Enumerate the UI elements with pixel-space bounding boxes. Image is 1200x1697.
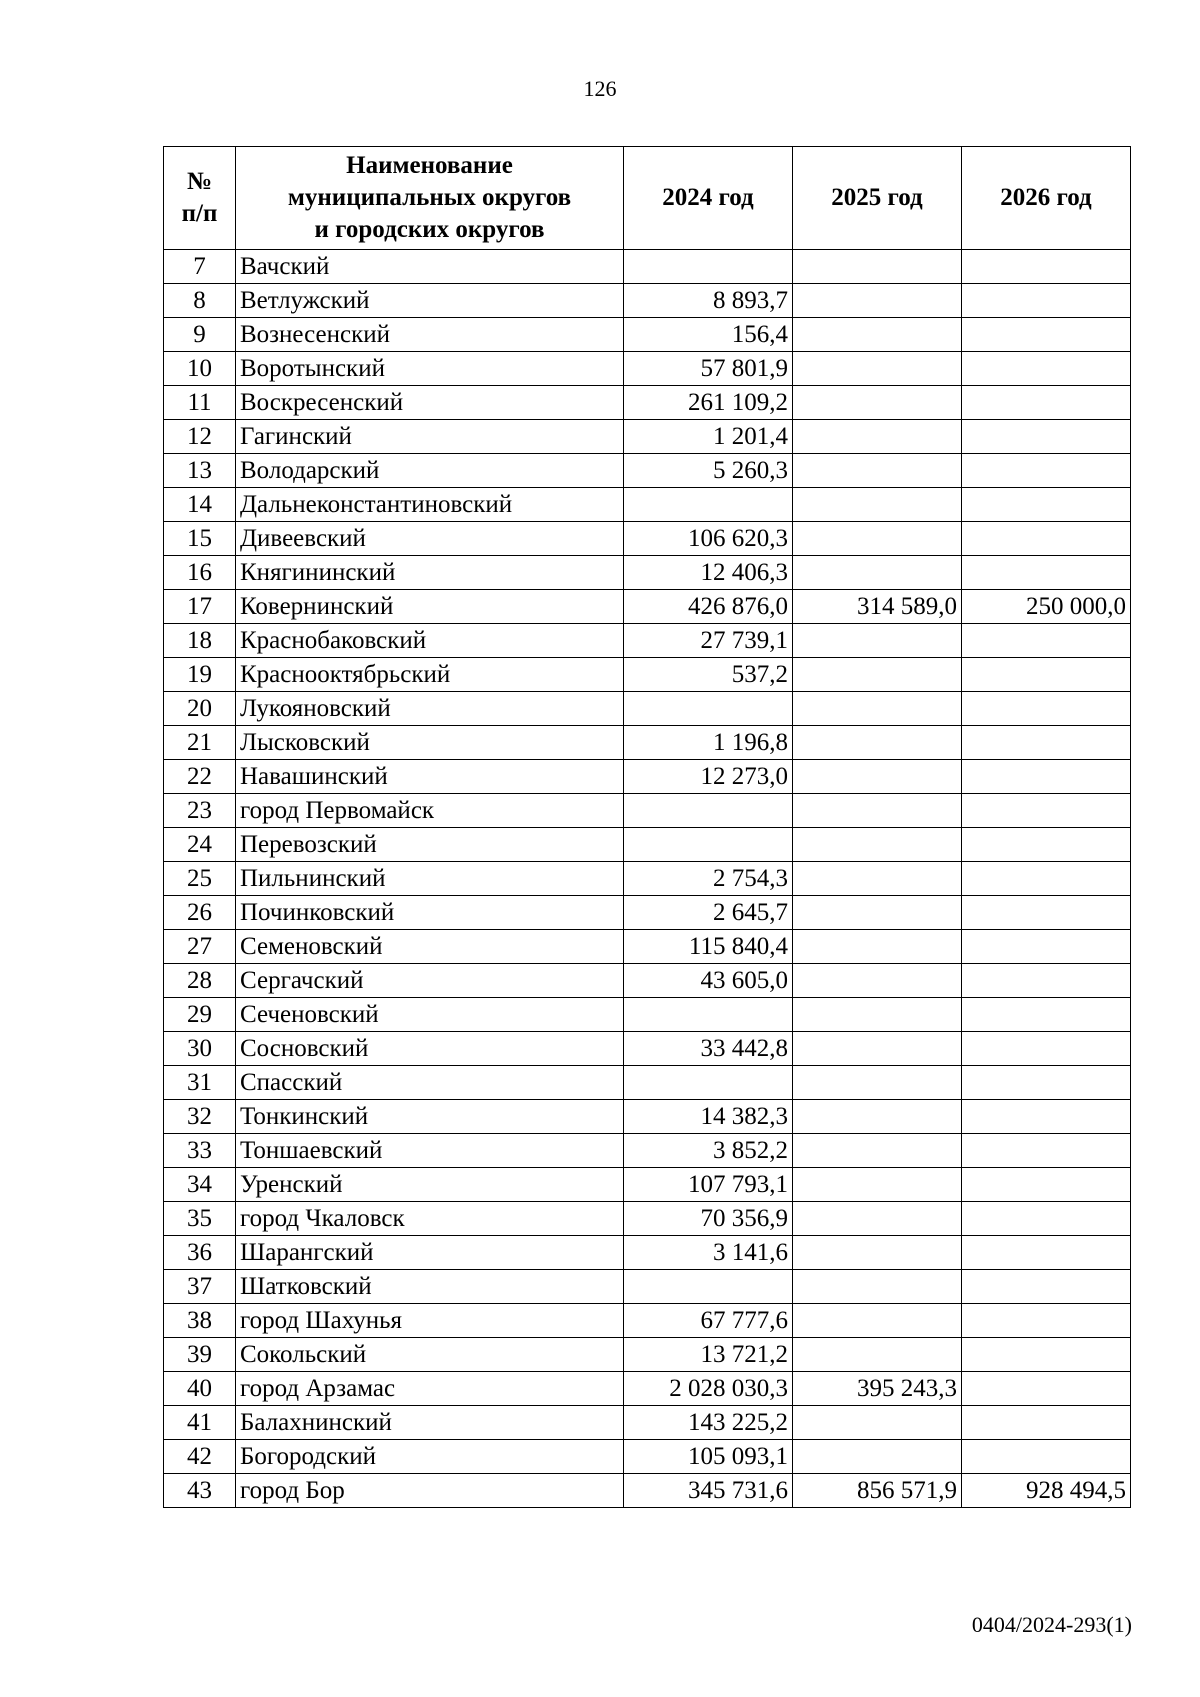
page-number: 126 [583, 76, 617, 101]
value-2024-cell: 106 620,3 [624, 522, 793, 556]
value-2026-cell: 250 000,0 [962, 590, 1131, 624]
value-2024-cell [624, 1066, 793, 1100]
value-2025-cell [793, 1406, 962, 1440]
value-2025-cell [793, 964, 962, 998]
value-2024-cell: 1 196,8 [624, 726, 793, 760]
row-number-cell: 32 [164, 1100, 236, 1134]
value-2026-cell [962, 998, 1131, 1032]
value-2024-cell: 27 739,1 [624, 624, 793, 658]
value-2025-cell [793, 930, 962, 964]
value-2026-cell [962, 1372, 1131, 1406]
value-2026-cell [962, 488, 1131, 522]
value-2024-cell: 105 093,1 [624, 1440, 793, 1474]
table-row [164, 420, 1131, 454]
value-2026-cell [962, 386, 1131, 420]
row-number-cell: 41 [164, 1406, 236, 1440]
value-2026-cell [962, 760, 1131, 794]
row-number-cell: 8 [164, 284, 236, 318]
district-name-cell: Вачский [236, 250, 624, 284]
district-name-cell: Воротынский [236, 352, 624, 386]
value-2024-cell: 537,2 [624, 658, 793, 692]
district-name-cell: Краснобаковский [236, 624, 624, 658]
row-number-cell: 7 [164, 250, 236, 284]
value-2026-cell [962, 454, 1131, 488]
value-2026-cell [962, 250, 1131, 284]
value-2026-cell [962, 1066, 1131, 1100]
value-2026-cell [962, 1440, 1131, 1474]
value-2025-cell [793, 828, 962, 862]
district-name-cell: Сеченовский [236, 998, 624, 1032]
value-2024-cell: 345 731,6 [624, 1474, 793, 1508]
value-2026-cell [962, 828, 1131, 862]
table-row [164, 1168, 1131, 1202]
value-2025-cell [793, 1338, 962, 1372]
district-name-cell: Тоншаевский [236, 1134, 624, 1168]
district-name-cell: Сокольский [236, 1338, 624, 1372]
table-row [164, 624, 1131, 658]
table-row [164, 964, 1131, 998]
table-row [164, 556, 1131, 590]
value-2025-cell [793, 488, 962, 522]
district-name-cell: Ковернинский [236, 590, 624, 624]
value-2024-cell [624, 1270, 793, 1304]
district-name-cell: город Чкаловск [236, 1202, 624, 1236]
value-2026-cell [962, 1236, 1131, 1270]
value-2025-cell [793, 794, 962, 828]
district-name-cell: Навашинский [236, 760, 624, 794]
value-2024-cell [624, 794, 793, 828]
district-name-cell: Шатковский [236, 1270, 624, 1304]
value-2026-cell [962, 420, 1131, 454]
value-2025-cell [793, 862, 962, 896]
row-number-cell: 43 [164, 1474, 236, 1508]
value-2024-cell: 14 382,3 [624, 1100, 793, 1134]
value-2025-cell [793, 318, 962, 352]
table-row [164, 318, 1131, 352]
value-2025-cell [793, 692, 962, 726]
value-2026-cell [962, 1134, 1131, 1168]
value-2025-cell [793, 760, 962, 794]
table-row [164, 658, 1131, 692]
row-number-cell: 21 [164, 726, 236, 760]
value-2026-cell [962, 318, 1131, 352]
district-name-cell: Уренский [236, 1168, 624, 1202]
value-2026-cell: 928 494,5 [962, 1474, 1131, 1508]
value-2024-cell: 70 356,9 [624, 1202, 793, 1236]
district-name-cell: Перевозский [236, 828, 624, 862]
value-2024-cell: 12 273,0 [624, 760, 793, 794]
value-2024-cell: 115 840,4 [624, 930, 793, 964]
district-name-cell: Дальнеконстантиновский [236, 488, 624, 522]
value-2025-cell [793, 1304, 962, 1338]
row-number-cell: 39 [164, 1338, 236, 1372]
value-2024-cell: 33 442,8 [624, 1032, 793, 1066]
header-year-2026: 2026 год [962, 147, 1131, 250]
row-number-cell: 12 [164, 420, 236, 454]
row-number-cell: 22 [164, 760, 236, 794]
table-row [164, 1372, 1131, 1406]
row-number-cell: 25 [164, 862, 236, 896]
value-2024-cell: 5 260,3 [624, 454, 793, 488]
table-row [164, 998, 1131, 1032]
header-year-2024: 2024 год [624, 147, 793, 250]
value-2024-cell: 13 721,2 [624, 1338, 793, 1372]
value-2025-cell [793, 1100, 962, 1134]
value-2025-cell [793, 624, 962, 658]
district-name-cell: город Бор [236, 1474, 624, 1508]
value-2025-cell [793, 556, 962, 590]
table-row [164, 692, 1131, 726]
row-number-cell: 24 [164, 828, 236, 862]
table-row [164, 1100, 1131, 1134]
value-2024-cell: 3 852,2 [624, 1134, 793, 1168]
value-2026-cell [962, 1304, 1131, 1338]
district-name-cell: Сосновский [236, 1032, 624, 1066]
value-2026-cell [962, 964, 1131, 998]
district-name-cell: Сергачский [236, 964, 624, 998]
district-name-cell: Балахнинский [236, 1406, 624, 1440]
value-2024-cell: 2 028 030,3 [624, 1372, 793, 1406]
row-number-cell: 20 [164, 692, 236, 726]
value-2026-cell [962, 794, 1131, 828]
value-2026-cell [962, 1168, 1131, 1202]
row-number-cell: 31 [164, 1066, 236, 1100]
value-2025-cell [793, 1168, 962, 1202]
table-row [164, 488, 1131, 522]
value-2026-cell [962, 1406, 1131, 1440]
district-name-cell: Вознесенский [236, 318, 624, 352]
value-2025-cell [793, 998, 962, 1032]
row-number-cell: 28 [164, 964, 236, 998]
table-row [164, 1304, 1131, 1338]
row-number-cell: 27 [164, 930, 236, 964]
table-row [164, 1338, 1131, 1372]
district-name-cell: город Первомайск [236, 794, 624, 828]
district-name-cell: город Арзамас [236, 1372, 624, 1406]
district-name-cell: Лукояновский [236, 692, 624, 726]
value-2026-cell [962, 692, 1131, 726]
table-row [164, 454, 1131, 488]
row-number-cell: 37 [164, 1270, 236, 1304]
value-2025-cell [793, 250, 962, 284]
row-number-cell: 17 [164, 590, 236, 624]
row-number-cell: 23 [164, 794, 236, 828]
row-number-cell: 11 [164, 386, 236, 420]
row-number-cell: 9 [164, 318, 236, 352]
value-2024-cell: 156,4 [624, 318, 793, 352]
value-2024-cell: 43 605,0 [624, 964, 793, 998]
district-name-cell: Ветлужский [236, 284, 624, 318]
value-2024-cell: 8 893,7 [624, 284, 793, 318]
header-name [236, 147, 624, 250]
value-2025-cell [793, 1440, 962, 1474]
district-name-cell: Краснооктябрьский [236, 658, 624, 692]
value-2026-cell [962, 896, 1131, 930]
district-name-cell: Богородский [236, 1440, 624, 1474]
district-name-cell: Шарангский [236, 1236, 624, 1270]
value-2024-cell [624, 250, 793, 284]
value-2025-cell [793, 352, 962, 386]
value-2025-cell [793, 1236, 962, 1270]
value-2024-cell [624, 488, 793, 522]
district-name-cell: Семеновский [236, 930, 624, 964]
district-name-cell: Починковский [236, 896, 624, 930]
value-2025-cell [793, 896, 962, 930]
value-2025-cell [793, 522, 962, 556]
row-number-cell: 19 [164, 658, 236, 692]
table-header-row [164, 147, 1131, 250]
row-number-cell: 10 [164, 352, 236, 386]
row-number-cell: 14 [164, 488, 236, 522]
row-number-cell: 42 [164, 1440, 236, 1474]
value-2026-cell [962, 1338, 1131, 1372]
row-number-cell: 29 [164, 998, 236, 1032]
value-2025-cell [793, 1134, 962, 1168]
value-2026-cell [962, 624, 1131, 658]
district-name-cell: Воскресенский [236, 386, 624, 420]
value-2024-cell: 143 225,2 [624, 1406, 793, 1440]
value-2026-cell [962, 1100, 1131, 1134]
row-number-cell: 40 [164, 1372, 236, 1406]
value-2024-cell: 426 876,0 [624, 590, 793, 624]
value-2025-cell [793, 454, 962, 488]
value-2025-cell [793, 1202, 962, 1236]
value-2026-cell [962, 284, 1131, 318]
value-2026-cell [962, 1202, 1131, 1236]
value-2024-cell: 57 801,9 [624, 352, 793, 386]
table-row [164, 1474, 1131, 1508]
table-row [164, 522, 1131, 556]
document-code: 0404/2024-293(1) [971, 1612, 1132, 1637]
row-number-cell: 18 [164, 624, 236, 658]
table-row [164, 930, 1131, 964]
table-row [164, 386, 1131, 420]
value-2025-cell [793, 1032, 962, 1066]
table-row [164, 896, 1131, 930]
district-name-cell: Пильнинский [236, 862, 624, 896]
row-number-cell: 13 [164, 454, 236, 488]
value-2025-cell [793, 420, 962, 454]
table-row [164, 794, 1131, 828]
value-2024-cell [624, 998, 793, 1032]
header-year-2025: 2025 год [793, 147, 962, 250]
header-name-line-2: муниципальных округов [287, 184, 572, 211]
row-number-cell: 16 [164, 556, 236, 590]
district-name-cell: Дивеевский [236, 522, 624, 556]
table-row [164, 1032, 1131, 1066]
value-2025-cell: 314 589,0 [793, 590, 962, 624]
value-2026-cell [962, 1270, 1131, 1304]
table-row [164, 828, 1131, 862]
value-2025-cell [793, 1066, 962, 1100]
row-number-cell: 35 [164, 1202, 236, 1236]
value-2025-cell: 856 571,9 [793, 1474, 962, 1508]
value-2026-cell [962, 352, 1131, 386]
value-2026-cell [962, 658, 1131, 692]
value-2024-cell: 1 201,4 [624, 420, 793, 454]
table-row [164, 250, 1131, 284]
value-2024-cell: 12 406,3 [624, 556, 793, 590]
value-2024-cell: 2 754,3 [624, 862, 793, 896]
budget-table [163, 146, 1131, 1508]
value-2026-cell [962, 1032, 1131, 1066]
district-name-cell: Володарский [236, 454, 624, 488]
header-number-line-1: № [186, 168, 213, 195]
value-2026-cell [962, 930, 1131, 964]
table-body [164, 250, 1131, 1508]
header-name-line-3: и городских округов [314, 216, 545, 243]
row-number-cell: 38 [164, 1304, 236, 1338]
header-number [164, 147, 236, 250]
row-number-cell: 36 [164, 1236, 236, 1270]
value-2024-cell [624, 692, 793, 726]
value-2025-cell [793, 284, 962, 318]
value-2025-cell [793, 1270, 962, 1304]
header-number-line-2: п/п [181, 200, 218, 227]
district-name-cell: Княгининский [236, 556, 624, 590]
value-2025-cell [793, 658, 962, 692]
row-number-cell: 15 [164, 522, 236, 556]
district-name-cell: Тонкинский [236, 1100, 624, 1134]
value-2025-cell: 395 243,3 [793, 1372, 962, 1406]
value-2024-cell: 107 793,1 [624, 1168, 793, 1202]
district-name-cell: Лысковский [236, 726, 624, 760]
value-2024-cell: 3 141,6 [624, 1236, 793, 1270]
table-row [164, 726, 1131, 760]
district-name-cell: город Шахунья [236, 1304, 624, 1338]
table-row [164, 1270, 1131, 1304]
table-row [164, 352, 1131, 386]
value-2024-cell [624, 828, 793, 862]
value-2026-cell [962, 556, 1131, 590]
header-name-line-1: Наименование [346, 152, 513, 179]
district-name-cell: Спасский [236, 1066, 624, 1100]
value-2025-cell [793, 386, 962, 420]
row-number-cell: 33 [164, 1134, 236, 1168]
table-row [164, 1134, 1131, 1168]
value-2024-cell: 67 777,6 [624, 1304, 793, 1338]
table-row [164, 1406, 1131, 1440]
table-row [164, 1066, 1131, 1100]
table-row [164, 284, 1131, 318]
value-2024-cell: 261 109,2 [624, 386, 793, 420]
row-number-cell: 30 [164, 1032, 236, 1066]
table-row [164, 862, 1131, 896]
row-number-cell: 34 [164, 1168, 236, 1202]
value-2024-cell: 2 645,7 [624, 896, 793, 930]
value-2026-cell [962, 862, 1131, 896]
value-2026-cell [962, 522, 1131, 556]
value-2025-cell [793, 726, 962, 760]
table-row [164, 760, 1131, 794]
district-name-cell: Гагинский [236, 420, 624, 454]
table-row [164, 1236, 1131, 1270]
table-row [164, 1202, 1131, 1236]
table-row [164, 1440, 1131, 1474]
value-2026-cell [962, 726, 1131, 760]
row-number-cell: 26 [164, 896, 236, 930]
table-row [164, 590, 1131, 624]
